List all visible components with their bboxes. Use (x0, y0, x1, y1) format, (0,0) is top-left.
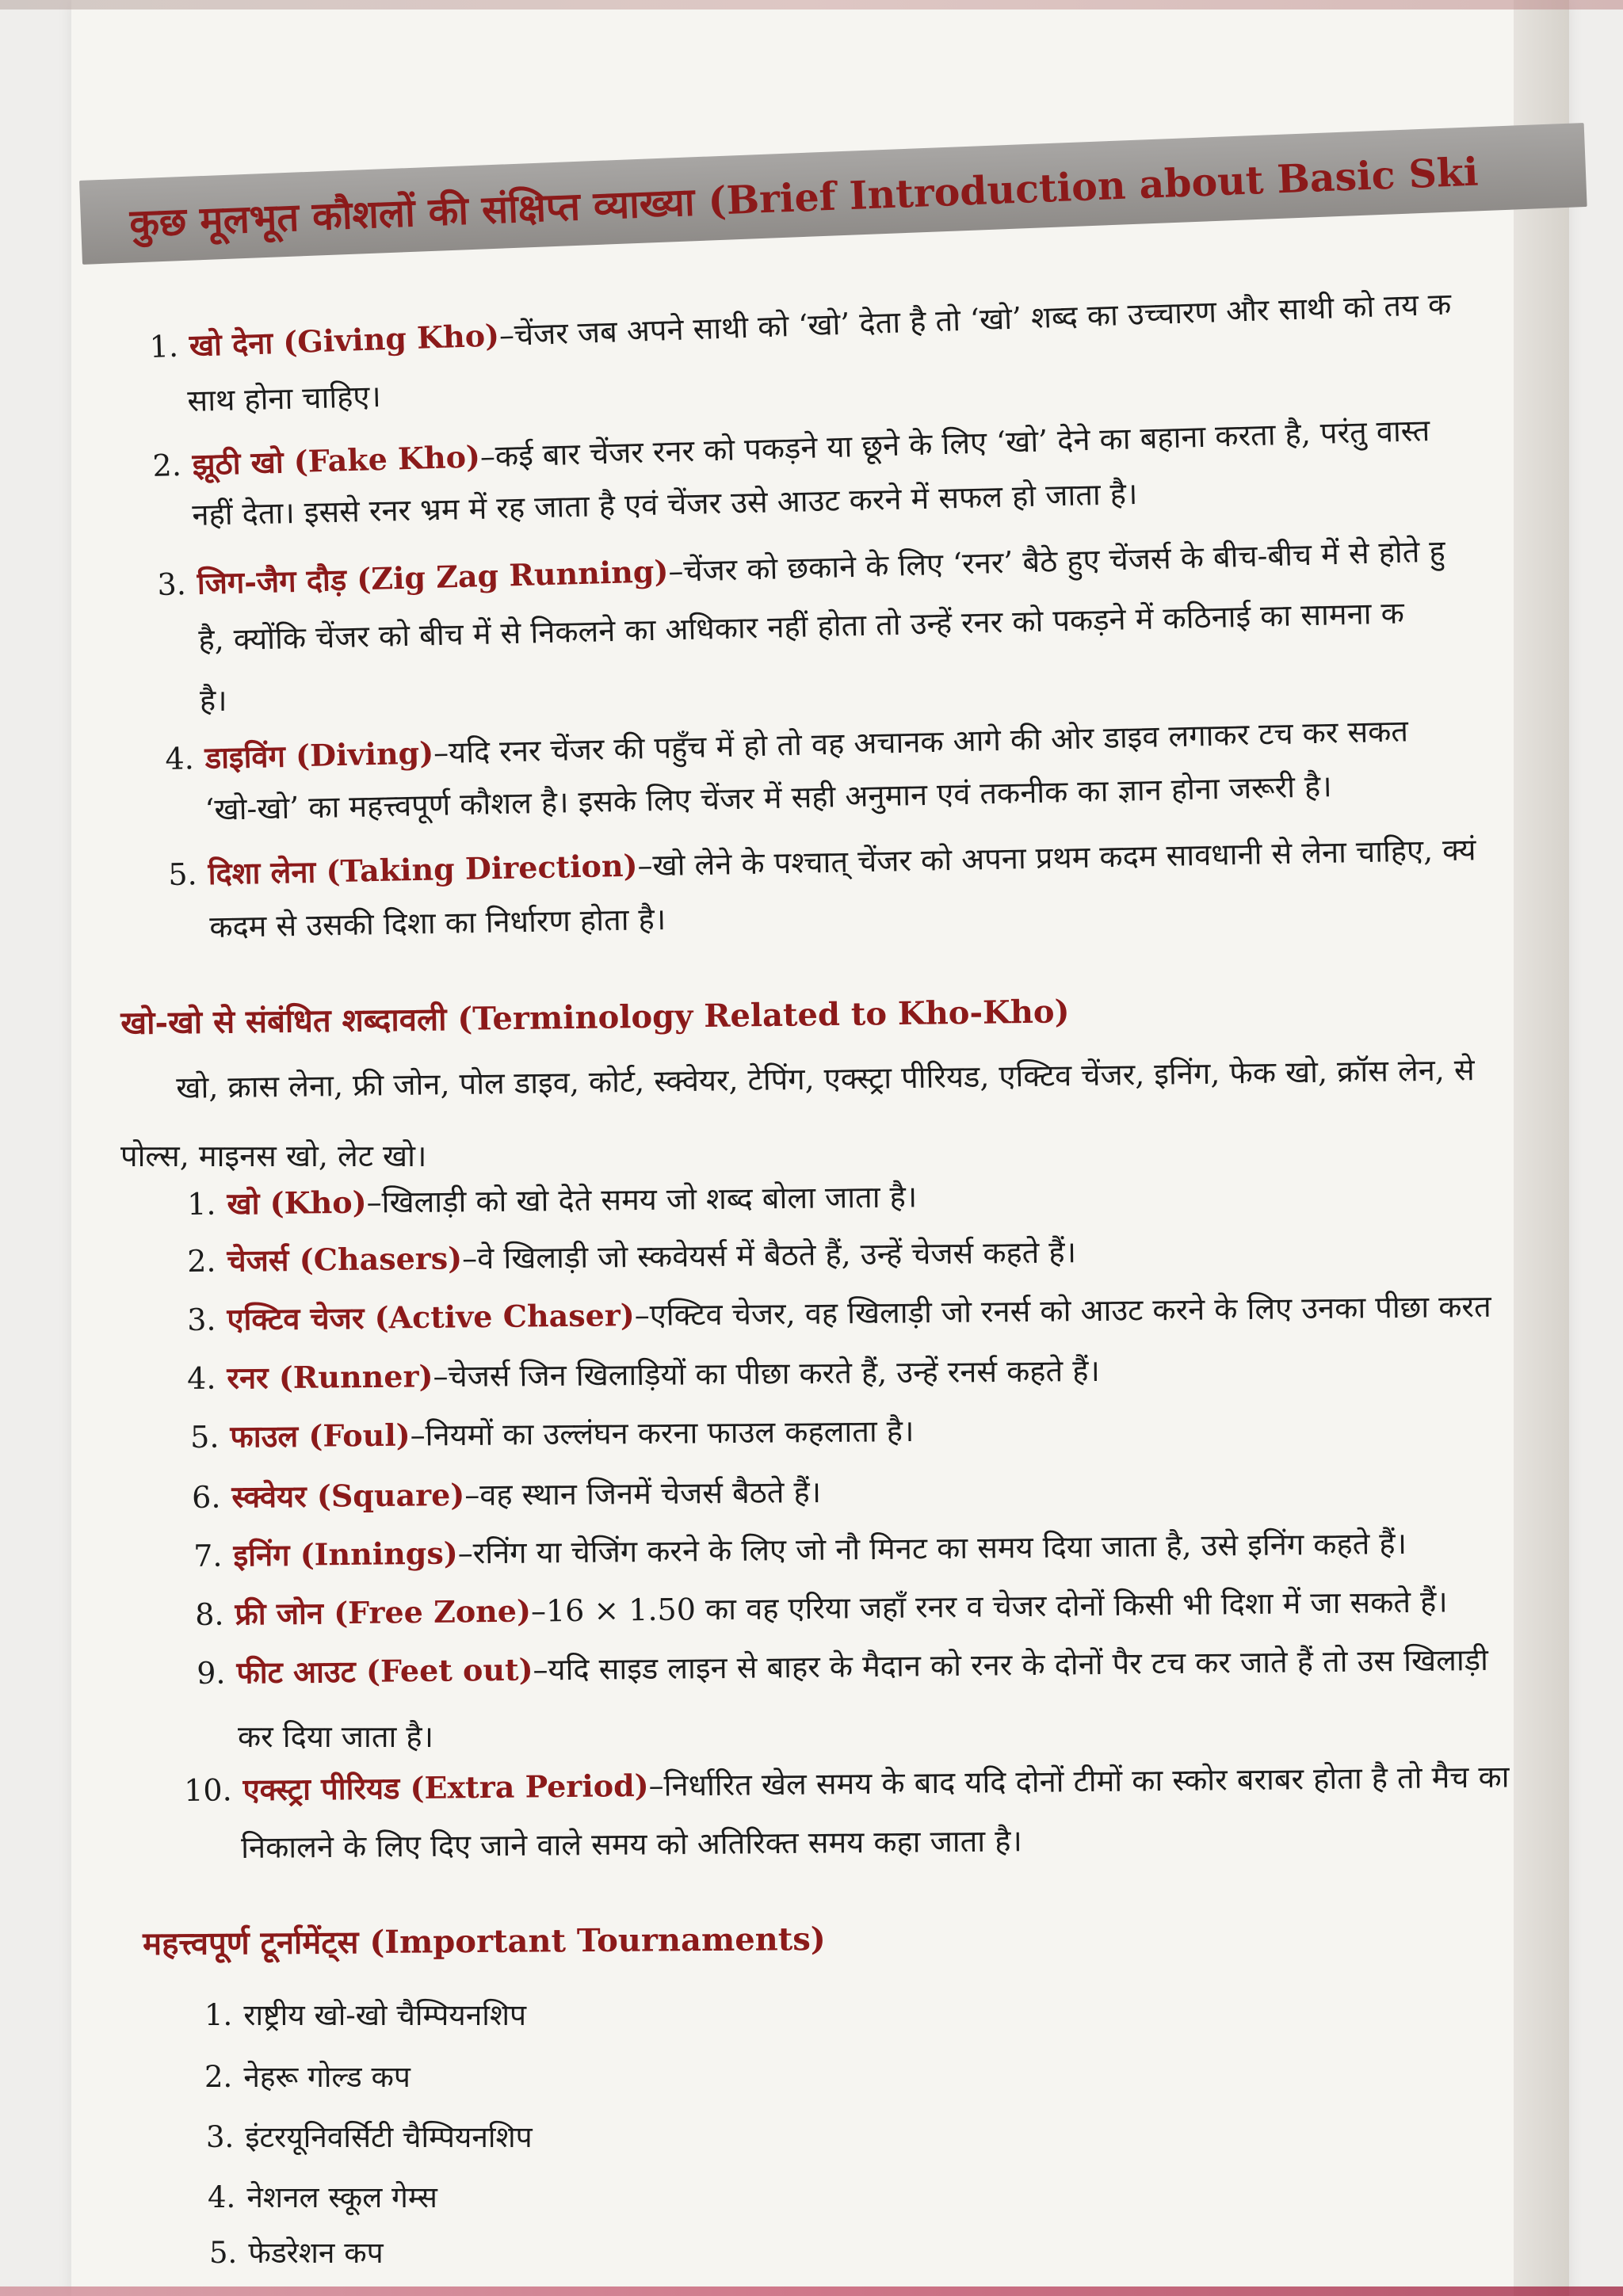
terminology-intro: पोल्स, माइनस खो, लेट खो। (120, 1138, 427, 1173)
page-edge (1514, 0, 1569, 2296)
term-text: –रनिंग या चेजिंग करने के लिए जो नौ मिनट का समय दिया जाता है, उसे इनिंग कहते हैं। (457, 1525, 1407, 1571)
skill-continuation: है। (200, 683, 227, 718)
term-item: 7. इनिंग (Innings)–रनिंग या चेजिंग करने के लिए जो नौ मिनट का समय दिया जाता है, उसे इनिंग कहते हैं। (193, 1525, 1407, 1573)
term-text: –नियमों का उल्लंघन करना फाउल कहलाता है। (410, 1413, 915, 1453)
skill-continuation: साथ होना चाहिए। (186, 379, 382, 418)
term-text: –16 × 1.50 का वह एरिया जहाँ रनर व चेजर दोनों किसी भी दिशा में जा सकते हैं। (530, 1584, 1448, 1629)
term-name: फीट आउट (Feet out) (236, 1651, 533, 1691)
term-item: 6. स्क्वेयर (Square)–वह स्थान जिनमें चेजर्स बैठते हैं। (191, 1474, 822, 1515)
bottom-edge (0, 2286, 1623, 2296)
term-item: 2. चेजर्स (Chasers)–वे खिलाड़ी जो स्कवेयर्स में बैठते हैं, उन्हें चेजर्स कहते हैं। (186, 1234, 1077, 1279)
term-text: –वह स्थान जिनमें चेजर्स बैठते हैं। (464, 1474, 822, 1512)
skill-text: –चेंजर को छकाने के लिए ‘रनर’ बैठे हुए चेंजर्स के बीच-बीच में से होते हु (667, 533, 1446, 589)
tournaments-heading: महत्त्वपूर्ण टूर्नामेंट्स (Important Tournaments) (143, 1920, 826, 1962)
skill-term: डाइविंग (Diving) (204, 734, 434, 776)
term-name: रनर (Runner) (227, 1358, 433, 1396)
term-text: –यदि साइड लाइन से बाहर के मैदान को रनर के दोनों पैर टच कर जाते हैं तो उस खिलाड़ी (533, 1642, 1489, 1688)
skill-term: झूठी खो (Fake Kho) (192, 438, 481, 482)
term-text: –खिलाड़ी को खो देते समय जो शब्द बोला जाता है। (366, 1179, 918, 1220)
skill-item: 4. डाइविंग (Diving)–यदि रनर चेंजर की पहुँच में हो तो वह अचानक आगे की ओर डाइव लगाकर टच कर सकत (164, 713, 1409, 776)
skill-term: जिग-जैग दौड़ (Zig Zag Running) (197, 553, 669, 601)
term-name: फाउल (Foul) (230, 1417, 411, 1455)
top-edge (0, 0, 1623, 10)
skill-continuation: नहीं देता। इससे रनर भ्रम में रह जाता है एवं चेंजर उसे आउट करने में सफल हो जाता है। (191, 475, 1138, 532)
terminology-intro: खो, क्रास लेना, फ्री जोन, पोल डाइव, कोर्ट, स्क्वेयर, टेपिंग, एक्स्ट्रा पीरियड, एक्टिव चेंजर, इनिंग, फेक खो, क्रॉस लेन, से (176, 1052, 1475, 1105)
term-item: 1. खो (Kho)–खिलाड़ी को खो देते समय जो शब्द बोला जाता है। (186, 1179, 918, 1222)
term-name: स्क्वेयर (Square) (231, 1476, 465, 1515)
term-name: चेजर्स (Chasers) (227, 1240, 463, 1279)
skill-continuation: है, क्योंकि चेंजर को बीच में से निकलने का अधिकार नहीं होता तो उन्हें रनर को पकड़ने में कठिनाई का सामना क (197, 595, 1405, 658)
skill-item: 2. झूठी खो (Fake Kho)–कई बार चेंजर रनर को पकड़ने या छूने के लिए ‘खो’ देने का बहाना करता है, परंतु वास्त (151, 412, 1430, 483)
term-item: 5. फाउल (Foul)–नियमों का उल्लंघन करना फाउल कहलाता है। (189, 1413, 915, 1455)
term-name: फ्री जोन (Free Zone) (235, 1592, 532, 1632)
term-item: 4. रनर (Runner)–चेजर्स जिन खिलाड़ियों का पीछा करते हैं, उन्हें रनर्स कहते हैं। (186, 1352, 1101, 1396)
term-name: इनिंग (Innings) (233, 1535, 458, 1573)
skill-item: 1. खो देना (Giving Kho)–चेंजर जब अपने साथी को ‘खो’ देता है तो ‘खो’ शब्द का उच्चारण और साथी को तय क (148, 286, 1452, 364)
term-item: 8. फ्री जोन (Free Zone)–16 × 1.50 का वह एरिया जहाँ रनर व चेजर दोनों किसी भी दिशा में जा सकते हैं। (194, 1584, 1448, 1632)
skill-text: –कई बार चेंजर रनर को पकड़ने या छूने के लिए ‘खो’ देने का बहाना करता है, परंतु वास्त (479, 412, 1430, 475)
section-title: कुछ मूलभूत कौशलों की संक्षिप्त व्याख्या (Brief Introduction about Basic Ski (128, 148, 1480, 246)
skill-text: –खो लेने के पश्चात् चेंजर को अपना प्रथम कदम सावधानी से लेना चाहिए, क्यं (637, 832, 1476, 883)
term-continuation: कर दिया जाता है। (238, 1719, 433, 1754)
tournament-item: 3. इंटरयूनिवर्सिटी चैम्पियनशिप (206, 2120, 533, 2154)
skill-continuation: ‘खो-खो’ का महत्त्वपूर्ण कौशल है। इसके लिए चेंजर में सही अनुमान एवं तकनीक का ज्ञान होना जरूरी है। (204, 769, 1333, 827)
tournament-item: 2. नेहरू गोल्ड कप (204, 2060, 411, 2094)
skill-text: –यदि रनर चेंजर की पहुँच में हो तो वह अचानक आगे की ओर डाइव लगाकर टच कर सकत (433, 713, 1409, 771)
term-item: 10. एक्स्ट्रा पीरियड (Extra Period)–निर्धारित खेल समय के बाद यदि दोनों टीमों का स्कोर बराबर होता है तो मैच का (183, 1759, 1510, 1808)
skill-term: खो देना (Giving Kho) (189, 317, 500, 364)
term-text: –वे खिलाड़ी जो स्कवेयर्स में बैठते हैं, उन्हें चेजर्स कहते हैं। (461, 1234, 1077, 1276)
tournament-item: 5. फेडरेशन कप (209, 2236, 384, 2270)
tournament-item: 4. नेशनल स्कूल गेम्स (208, 2180, 437, 2214)
skill-item: 3. जिग-जैग दौड़ (Zig Zag Running)–चेंजर को छकाने के लिए ‘रनर’ बैठे हुए चेंजर्स के बीच-बीच में से होते हु (156, 533, 1446, 602)
term-name: खो (Kho) (227, 1184, 367, 1222)
skill-continuation: कदम से उसकी दिशा का निर्धारण होता है। (208, 901, 666, 944)
term-item: 3. एक्टिव चेजर (Active Chaser)–एक्टिव चेजर, वह खिलाड़ी जो रनर्स को आउट करने के लिए उनका पीछा करत (186, 1288, 1491, 1337)
term-text: –निर्धारित खेल समय के बाद यदि दोनों टीमों का स्कोर बराबर होता है तो मैच का (648, 1759, 1510, 1803)
term-name: एक्टिव चेजर (Active Chaser) (227, 1297, 636, 1337)
term-name: एक्स्ट्रा पीरियड (Extra Period) (242, 1767, 649, 1808)
term-continuation: निकालने के लिए दिए जाने वाले समय को अतिरिक्त समय कहा जाता है। (240, 1823, 1023, 1865)
skill-term: दिशा लेना (Taking Direction) (208, 847, 638, 892)
terminology-heading: खो-खो से संबंधित शब्दावली (Terminology Related to Kho-Kho) (120, 993, 1070, 1042)
skill-text: –चेंजर जब अपने साथी को ‘खो’ देता है तो ‘खो’ शब्द का उच्चारण और साथी को तय क (498, 286, 1452, 353)
term-text: –चेजर्स जिन खिलाड़ियों का पीछा करते हैं, उन्हें रनर्स कहते हैं। (433, 1352, 1101, 1394)
skill-item: 5. दिशा लेना (Taking Direction)–खो लेने के पश्चात् चेंजर को अपना प्रथम कदम सावधानी से लेना चाहिए, क्यं (167, 832, 1476, 892)
tournament-item: 1. राष्ट्रीय खो-खो चैम्पियनशिप (204, 1998, 527, 2032)
term-item: 9. फीट आउट (Feet out)–यदि साइड लाइन से बाहर के मैदान को रनर के दोनों पैर टच कर जाते हैं तो उस खिलाड़ी (196, 1642, 1489, 1691)
term-text: –एक्टिव चेजर, वह खिलाड़ी जो रनर्स को आउट करने के लिए उनका पीछा करत (634, 1288, 1491, 1333)
